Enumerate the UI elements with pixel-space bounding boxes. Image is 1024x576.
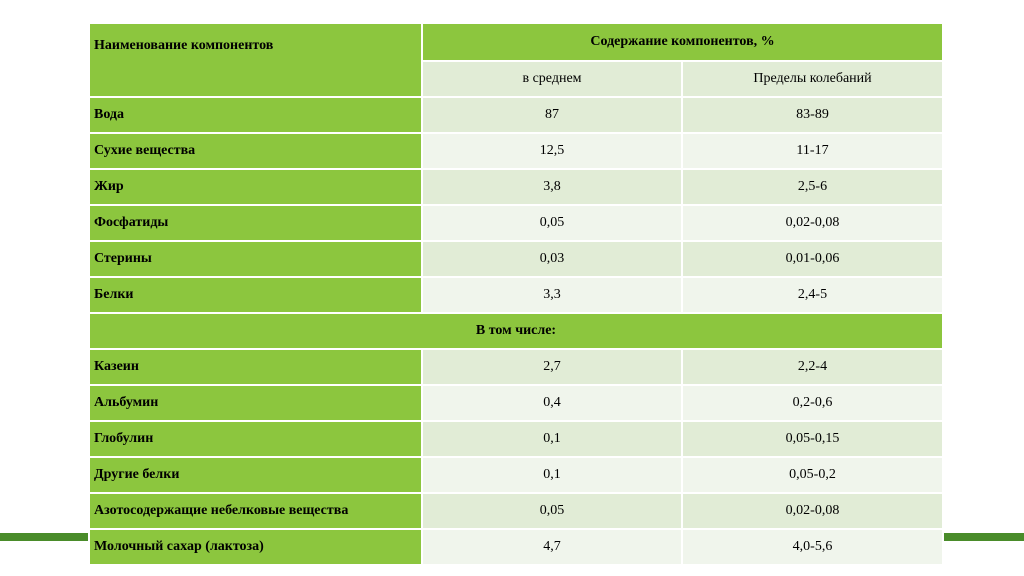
table-row [89, 457, 943, 493]
average-value: 0,03 [422, 241, 682, 277]
header-average: в среднем [422, 61, 682, 97]
table-row [89, 349, 943, 385]
component-name: Сухие вещества [89, 133, 422, 169]
range-value: 0,02-0,08 [682, 493, 943, 529]
range-value: 0,05-0,15 [682, 421, 943, 457]
range-value: 0,01-0,06 [682, 241, 943, 277]
table-row [89, 241, 943, 277]
average-value: 3,8 [422, 169, 682, 205]
header-component-content: Содержание компонентов, % [422, 23, 943, 61]
table-row [89, 493, 943, 529]
component-name: Казеин [89, 349, 422, 385]
range-value: 0,02-0,08 [682, 205, 943, 241]
range-value: 2,5-6 [682, 169, 943, 205]
header-component-name: Наименование компонентов [89, 23, 422, 97]
range-value: 4,0-5,6 [682, 529, 943, 565]
average-value: 87 [422, 97, 682, 133]
table-row [89, 169, 943, 205]
average-value: 0,1 [422, 421, 682, 457]
component-name: Глобулин [89, 421, 422, 457]
component-name: Жир [89, 169, 422, 205]
table-header-row [89, 23, 943, 61]
average-value: 12,5 [422, 133, 682, 169]
range-value: 11-17 [682, 133, 943, 169]
component-name: Белки [89, 277, 422, 313]
table-row [89, 529, 943, 565]
component-name: Фосфатиды [89, 205, 422, 241]
component-name: Стерины [89, 241, 422, 277]
average-value: 4,7 [422, 529, 682, 565]
average-value: 0,1 [422, 457, 682, 493]
component-name: Альбумин [89, 385, 422, 421]
component-name: Вода [89, 97, 422, 133]
table-row [89, 133, 943, 169]
range-value: 83-89 [682, 97, 943, 133]
average-value: 0,05 [422, 493, 682, 529]
table-row [89, 385, 943, 421]
average-value: 2,7 [422, 349, 682, 385]
section-label: В том числе: [89, 313, 943, 349]
average-value: 3,3 [422, 277, 682, 313]
table-row [89, 421, 943, 457]
range-value: 0,2-0,6 [682, 385, 943, 421]
component-name: Молочный сахар (лактоза) [89, 529, 422, 565]
table-row [89, 97, 943, 133]
range-value: 2,2-4 [682, 349, 943, 385]
header-range: Пределы колебаний [682, 61, 943, 97]
section-row [89, 313, 943, 349]
range-value: 2,4-5 [682, 277, 943, 313]
milk-composition-table [88, 22, 944, 566]
table-row [89, 205, 943, 241]
average-value: 0,4 [422, 385, 682, 421]
average-value: 0,05 [422, 205, 682, 241]
component-name: Другие белки [89, 457, 422, 493]
component-name: Азотосодержащие небелковые вещества [89, 493, 422, 529]
table-row [89, 277, 943, 313]
range-value: 0,05-0,2 [682, 457, 943, 493]
